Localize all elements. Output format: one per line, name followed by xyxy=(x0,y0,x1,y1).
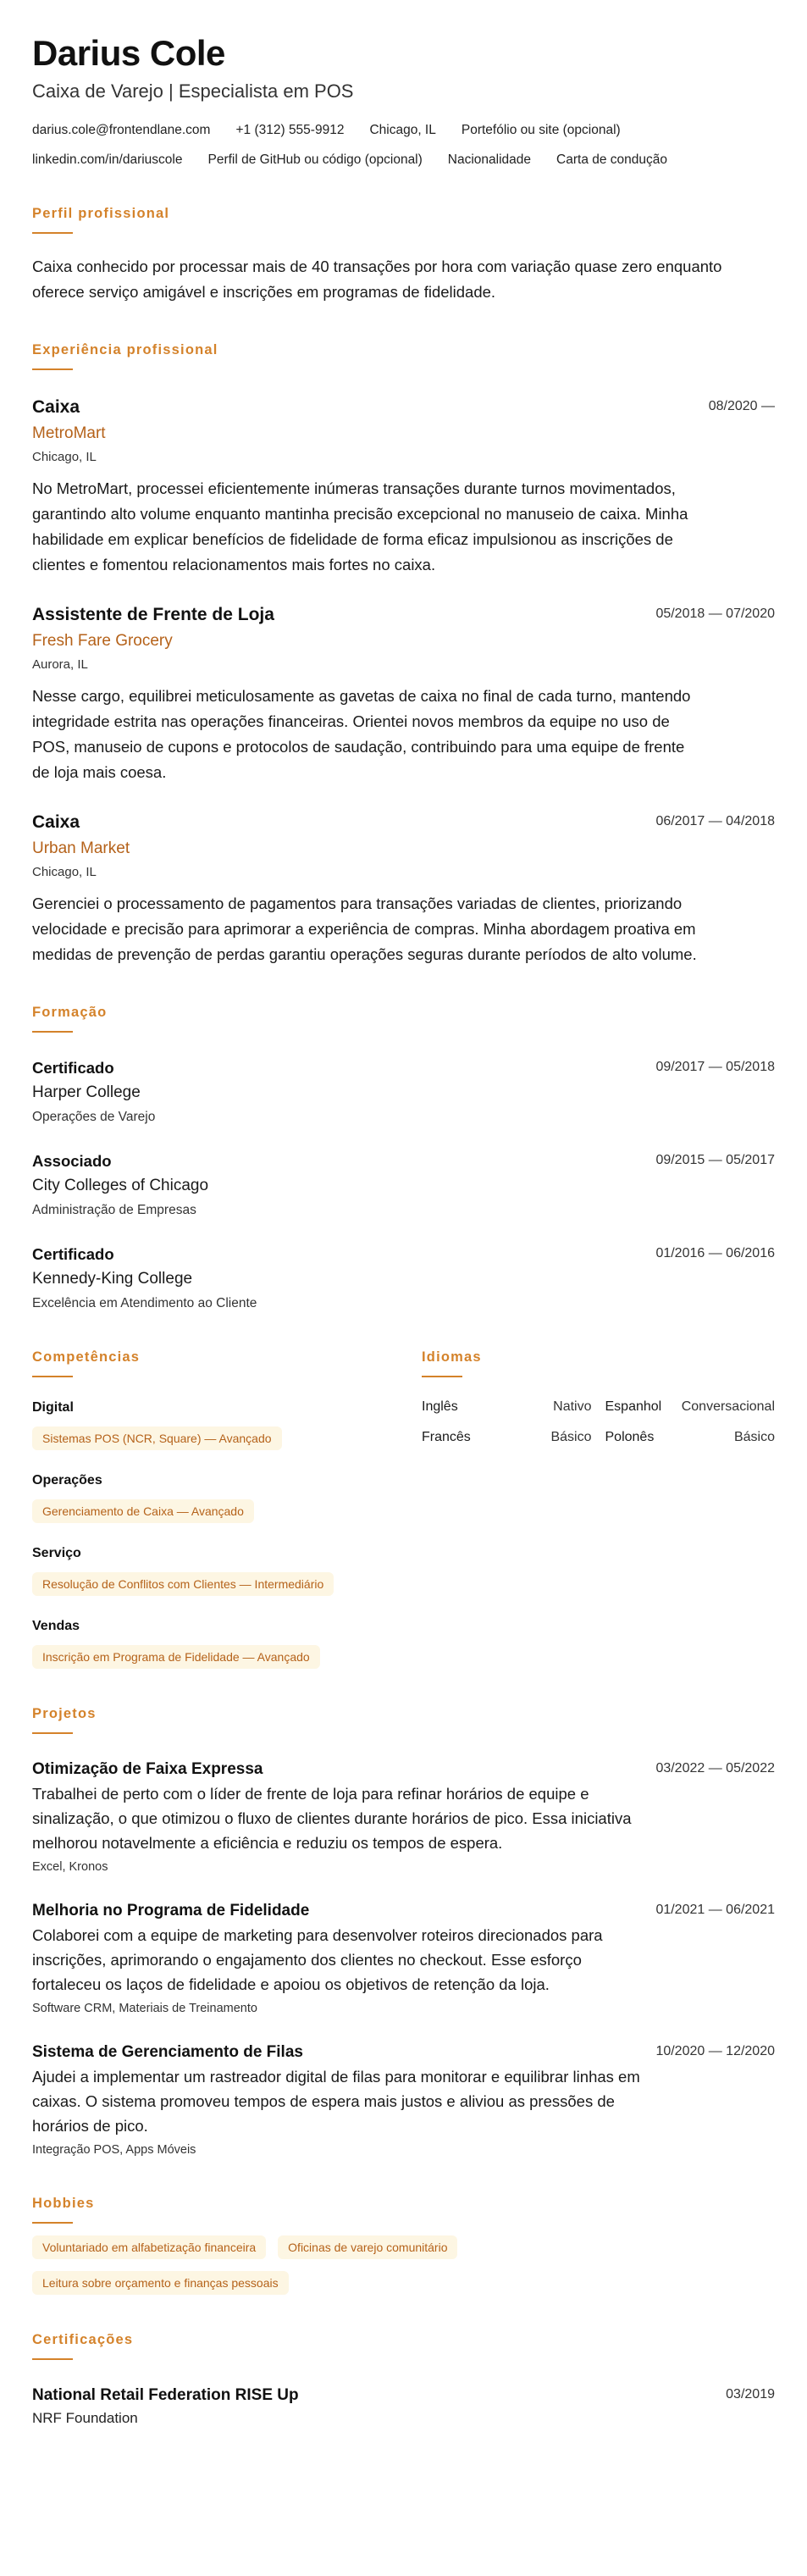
experience-location: Chicago, IL xyxy=(32,450,97,464)
profile-summary: Caixa conhecido por processar mais de 40 transações por hora com variação quase zero enquanto oferece serviço amigável e inscrições em programas de fidelidade. xyxy=(32,258,722,301)
education-degree: Certificado xyxy=(32,1245,114,1263)
section-title-certifications: Certificações xyxy=(32,2332,134,2347)
education-dates: 09/2015 — 05/2017 xyxy=(655,1153,775,1167)
education-degree: Certificado xyxy=(32,1059,114,1077)
education-school: Harper College xyxy=(32,1083,141,1101)
education-entry xyxy=(32,1244,775,1312)
section-divider xyxy=(32,1376,73,1377)
education-school: City Colleges of Chicago xyxy=(32,1177,209,1194)
section-divider xyxy=(32,232,73,234)
contact-location: Chicago, IL xyxy=(369,123,436,137)
skill-category: Operações xyxy=(32,1473,102,1487)
skills-section xyxy=(32,1312,422,1669)
language-name: Polonês xyxy=(605,1430,655,1444)
language-name: Inglês xyxy=(422,1399,458,1414)
certification-date: 03/2019 xyxy=(726,2387,775,2401)
language-name: Francês xyxy=(422,1430,471,1444)
language-name: Espanhol xyxy=(605,1399,662,1414)
skill-tag: Inscrição em Programa de Fidelidade — Avançado xyxy=(32,1645,320,1669)
experience-description: No MetroMart, processei eficientemente inúmeras transações durante turnos movimentados, garantindo alto volume enquanto mantinha precisão excepcional no manuseio de caixa. Minha habilidade em explicar benefícios de fidelidade de forma eficaz impulsionou as inscrições de clientes e fomentou relacionamentos mais fortes no caixa. xyxy=(32,479,688,573)
experience-description: Gerenciei o processamento de pagamentos para transações variadas de clientes, priorizando velocidade e precisão para aprimorar a experiência de compras. Minha abordagem proativa em medidas de prevenção de perdas garantiu operações seguras durante períodos de alto volume. xyxy=(32,895,697,963)
contact-github[interactable]: Perfil de GitHub ou código (opcional) xyxy=(207,152,423,167)
experience-location: Chicago, IL xyxy=(32,865,97,879)
language-item xyxy=(422,1430,592,1445)
language-level: Básico xyxy=(733,1430,775,1444)
experience-role: Caixa xyxy=(32,812,80,832)
section-title-skills: Competências xyxy=(32,1349,141,1365)
section-title-education: Formação xyxy=(32,1005,108,1020)
education-entry xyxy=(32,1151,775,1219)
languages-section xyxy=(422,1312,775,1669)
contact-info xyxy=(32,122,775,169)
project-entry xyxy=(32,1901,775,2017)
project-tech: Integração POS, Apps Móveis xyxy=(32,2143,196,2157)
experience-role: Caixa xyxy=(32,397,80,417)
experience-description: Nesse cargo, equilibrei meticulosamente as gavetas de caixa no final de cada turno, mantendo integridade estrita nas operações financeiras. Orientei novos membros da equipe no uso de POS, manuseio de cupons e protocolos de saudação, contribuindo para uma equipe de frente de loja mais coesa. xyxy=(32,687,691,781)
section-divider xyxy=(422,1376,462,1377)
education-field: Administração de Empresas xyxy=(32,1203,196,1217)
project-tech: Excel, Kronos xyxy=(32,1860,108,1874)
project-description: Colaborei com a equipe de marketing para desenvolver roteiros direcionados para inscrições, aprimorando o engajamento dos clientes no checkout. Esse esforço fortaleceu os laços de fidelidade e apoiou os objetivos de retenção da loja. xyxy=(32,1926,603,1993)
education-field: Excelência em Atendimento ao Cliente xyxy=(32,1296,257,1310)
experience-dates: 08/2020 — xyxy=(708,399,775,413)
section-divider xyxy=(32,2358,73,2360)
hobby-tag: Voluntariado em alfabetização financeira xyxy=(32,2235,266,2259)
experience-company: Fresh Fare Grocery xyxy=(32,632,173,650)
education-dates: 01/2016 — 06/2016 xyxy=(655,1246,775,1260)
language-item xyxy=(422,1399,592,1415)
contact-linkedin[interactable]: linkedin.com/in/dariuscole xyxy=(32,152,183,167)
section-title-hobbies: Hobbies xyxy=(32,2196,95,2211)
education-school: Kennedy-King College xyxy=(32,1270,193,1288)
hobby-tag: Leitura sobre orçamento e finanças pessoais xyxy=(32,2271,289,2295)
education-field: Operações de Varejo xyxy=(32,1110,156,1124)
language-item xyxy=(605,1399,776,1415)
education-entry xyxy=(32,1058,775,1126)
candidate-name: Darius Cole xyxy=(32,33,225,73)
contact-license: Carta de condução xyxy=(556,152,668,167)
certification-name: National Retail Federation RISE Up xyxy=(32,2386,299,2404)
experience-company: Urban Market xyxy=(32,839,130,857)
education-dates: 09/2017 — 05/2018 xyxy=(655,1060,775,1074)
project-tech: Software CRM, Materiais de Treinamento xyxy=(32,2002,257,2015)
project-dates: 10/2020 — 12/2020 xyxy=(655,2044,775,2058)
experience-role: Assistente de Frente de Loja xyxy=(32,605,274,624)
section-title-profile: Perfil profissional xyxy=(32,206,170,221)
section-title-languages: Idiomas xyxy=(422,1349,482,1365)
skill-category: Digital xyxy=(32,1400,74,1415)
contact-portfolio[interactable]: Portefólio ou site (opcional) xyxy=(461,123,621,137)
skills-languages-row xyxy=(32,1312,775,1669)
project-name: Sistema de Gerenciamento de Filas xyxy=(32,2043,303,2061)
skill-tag: Resolução de Conflitos com Clientes — Intermediário xyxy=(32,1572,334,1596)
hobby-tag: Oficinas de varejo comunitário xyxy=(278,2235,457,2259)
certification-issuer: NRF Foundation xyxy=(32,2410,138,2426)
candidate-title: Caixa de Varejo | Especialista em POS xyxy=(32,80,354,102)
project-name: Melhoria no Programa de Fidelidade xyxy=(32,1902,310,1920)
section-title-experience: Experiência profissional xyxy=(32,342,218,357)
language-level: Conversacional xyxy=(681,1399,775,1414)
experience-entry xyxy=(32,396,775,578)
project-entry xyxy=(32,2042,775,2158)
skill-category: Serviço xyxy=(32,1546,81,1560)
language-level: Básico xyxy=(550,1430,592,1444)
experience-company: MetroMart xyxy=(32,424,106,442)
project-dates: 01/2021 — 06/2021 xyxy=(655,1903,775,1917)
contact-email[interactable]: darius.cole@frontendlane.com xyxy=(32,123,211,137)
experience-location: Aurora, IL xyxy=(32,657,88,672)
language-level: Nativo xyxy=(553,1399,592,1414)
contact-phone[interactable]: +1 (312) 555-9912 xyxy=(235,123,345,137)
section-divider xyxy=(32,368,73,370)
language-item xyxy=(605,1430,776,1445)
contact-nationality: Nacionalidade xyxy=(447,152,532,167)
skill-tag: Gerenciamento de Caixa — Avançado xyxy=(32,1499,254,1523)
section-divider xyxy=(32,1732,73,1734)
project-description: Ajudei a implementar um rastreador digital de filas para monitorar e equilibrar linhas em caixas. O sistema promoveu tempos de espera mais justos e aliviou as pressões de horários de pico. xyxy=(32,2068,640,2135)
skill-tag: Sistemas POS (NCR, Square) — Avançado xyxy=(32,1426,282,1450)
experience-dates: 05/2018 — 07/2020 xyxy=(655,607,775,621)
project-name: Otimização de Faixa Expressa xyxy=(32,1760,263,1778)
education-degree: Associado xyxy=(32,1152,112,1170)
certification-entry xyxy=(32,2385,775,2428)
project-dates: 03/2022 — 05/2022 xyxy=(655,1761,775,1776)
hobbies-list xyxy=(32,2224,540,2295)
project-description: Trabalhei de perto com o líder de frente de loja para refinar horários de equipe e sinalização, o que otimizou o fluxo de clientes durante horários de pico. Essa iniciativa melhorou notavelmente a eficiência e reduziu os tempos de espera. xyxy=(32,1785,632,1852)
section-divider xyxy=(32,1031,73,1033)
experience-entry xyxy=(32,603,775,785)
languages-list xyxy=(422,1399,775,1445)
skill-category: Vendas xyxy=(32,1619,80,1633)
experience-entry xyxy=(32,811,775,967)
project-entry xyxy=(32,1759,775,1875)
experience-dates: 06/2017 — 04/2018 xyxy=(655,814,775,828)
section-title-projects: Projetos xyxy=(32,1706,97,1721)
